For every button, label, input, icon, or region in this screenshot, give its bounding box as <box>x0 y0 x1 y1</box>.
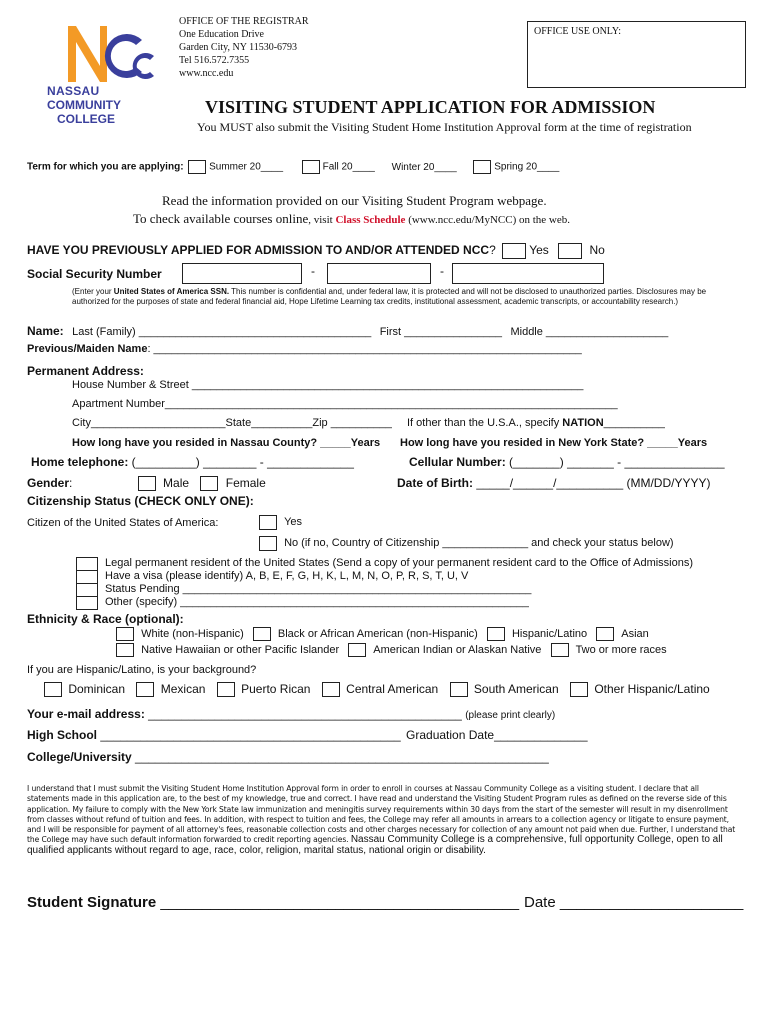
previous-name-field[interactable]: : ______________________________________________________________________ <box>147 343 582 355</box>
two-or-more-checkbox[interactable] <box>551 643 569 657</box>
ethnicity-row-2: Native Hawaiian or other Pacific Islander American Indian or Alaskan Native Two or more races <box>116 643 667 657</box>
college-row <box>27 750 549 764</box>
male-checkbox[interactable] <box>138 476 156 491</box>
signature-field[interactable]: ___________________________________________ <box>156 894 520 911</box>
city-state-zip-row: City______________________State__________Zip __________ If other than the U.S.A., specify NATION__________ <box>72 417 665 429</box>
dob-field[interactable]: _____/______/__________ (MM/DD/YYYY) <box>473 476 711 490</box>
lpr-checkbox[interactable] <box>76 557 98 571</box>
female-label: Female <box>225 476 266 490</box>
white-checkbox[interactable] <box>116 627 134 641</box>
home-phone-label: Home telephone: <box>31 455 129 469</box>
nys-residence[interactable]: How long have you resided in New York State? _____Years <box>400 437 708 449</box>
female-checkbox[interactable] <box>200 476 218 491</box>
nation-field[interactable]: __________ <box>603 417 665 429</box>
us-citizen-yes-checkbox[interactable] <box>259 515 277 530</box>
ssn-field-1[interactable] <box>182 263 302 284</box>
ssn-note: (Enter your United States of America SSN. This number is confidential and, under federal law, it is protected and will not be disclosed to unauthorized parties. Disclosures may be authorized for the purposes of state and federal financial aid, Hope Lifetime Learning tax credits, institutional assessment, academic transcripts, or accountability research.) <box>72 287 707 306</box>
home-phone-field[interactable]: (_________) ________ - _____________ <box>128 455 354 469</box>
male-label: Male <box>163 476 190 490</box>
previous-name-row <box>27 343 582 355</box>
previous-yes-checkbox[interactable] <box>502 243 526 259</box>
previous-no-checkbox[interactable] <box>558 243 582 259</box>
status-pending-checkbox[interactable] <box>76 583 98 597</box>
graduation-date-field[interactable]: Graduation Date______________ <box>406 728 588 742</box>
other-status-checkbox[interactable] <box>76 596 98 610</box>
college-field[interactable]: ______________________________________________________________ <box>131 750 549 764</box>
high-school-label: High School <box>27 728 97 742</box>
office-line-1: OFFICE OF THE REGISTRAR <box>179 16 309 27</box>
fall-label: Fall 20____ <box>322 161 375 173</box>
office-line-3: Garden City, NY 11530-6793 <box>179 42 298 53</box>
other-status-field[interactable]: Other (specify) _________________________________________________________ <box>105 596 529 608</box>
ssn-label: Social Security Number <box>27 267 162 281</box>
other-hispanic-checkbox[interactable] <box>570 682 588 697</box>
college-label: College/University <box>27 750 132 764</box>
previous-name-label: Previous/Maiden Name <box>27 343 148 355</box>
background-question: If you are Hispanic/Latino, is your background? <box>27 664 257 676</box>
us-citizen-label: Citizen of the United States of America: <box>27 517 219 529</box>
visa-label: Have a visa (please identify) A, B, E, F, G, H, K, L, M, N, O, P, R, S, T, U, V <box>105 570 469 582</box>
date-label: Date <box>524 894 556 911</box>
us-citizen-yes-row: Yes <box>259 515 302 530</box>
hispanic-checkbox[interactable] <box>487 627 505 641</box>
us-citizen-no-checkbox[interactable] <box>259 536 277 551</box>
puerto-rican-checkbox[interactable] <box>217 682 235 697</box>
statement-text: I understand that I must submit the Visiting Student Home Institution Approval form in order to enroll in courses at Nassau Community College as a visiting student. I declare that all statements made in this application are, to the best of my knowledge, true and correct. I have read and understand the Visiting Student Program rules as defined on the reverse side of this application. My failure to comply with the New York State law immunization and meningitis survey requirements within 30 days from the start of the semester will result in my disenrollment from classes without refund of tuition and fees. In addition, with respect to tuition and fees, the College may refer all amounts in arrears to a collection agency or litigate to ensure payment, and I will be responsible for payment of all attorney's fees, reasonable collection costs and other charges necessary for collection of any amount not paid when due. Further, I understand that the College may have such default information forwarded to credit reporting agencies. Nassau Community College is a comprehensive, full opportunity College, open to all qualified applicants without regard to age, race, color, religion, marital status, national origin or disability. <box>27 784 736 856</box>
ethnicity-label: Ethnicity & Race (optional): <box>27 612 184 626</box>
citizenship-label: Citizenship Status (CHECK ONLY ONE): <box>27 494 254 508</box>
email-field[interactable]: _______________________________________________ <box>144 707 462 721</box>
visa-checkbox[interactable] <box>76 570 98 584</box>
page-title: VISITING STUDENT APPLICATION FOR ADMISSION <box>205 97 656 117</box>
logo-word-nassau: NASSAU <box>47 84 100 98</box>
previous-no-label: No <box>589 243 605 258</box>
spring-label: Spring 20____ <box>494 161 560 173</box>
term-row: Term for which you are applying: Summer 20____ Fall 20____ Winter 20____ Spring 20____ <box>27 161 560 173</box>
class-schedule-link[interactable]: Class Schedule <box>335 214 406 226</box>
fall-checkbox[interactable] <box>302 160 320 174</box>
cell-phone-label: Cellular Number: <box>409 455 506 469</box>
office-use-box <box>527 21 746 88</box>
gender-label: Gender <box>27 476 70 490</box>
office-use-label: OFFICE USE ONLY: <box>534 26 621 37</box>
office-line-4: Tel 516.572.7355 <box>179 55 250 66</box>
name-label: Name: <box>27 324 64 338</box>
lpr-label: Legal permanent resident of the United States (Send a copy of your permanent resident card to the Office of Admissions) <box>105 557 694 569</box>
central-american-checkbox[interactable] <box>322 682 340 697</box>
name-row <box>27 322 668 340</box>
signature-label: Student Signature <box>27 894 157 911</box>
info-line-2: To check available courses online, visit Class Schedule (www.ncc.edu/MyNCC) on the web. <box>133 211 571 226</box>
ethnicity-row-1: White (non-Hispanic) Black or African American (non-Hispanic) Hispanic/Latino Asian <box>116 627 649 641</box>
nassau-residence[interactable]: How long have you resided in Nassau County? _____Years <box>72 437 381 449</box>
us-citizen-no-row: No (if no, Country of Citizenship ______________ and check your status below) <box>259 536 674 551</box>
previous-question: HAVE YOU PREVIOUSLY APPLIED FOR ADMISSION TO AND/OR ATTENDED NCC <box>27 243 490 258</box>
previous-row: HAVE YOU PREVIOUSLY APPLIED FOR ADMISSION TO AND/OR ATTENDED NCC? Yes No <box>27 243 605 258</box>
cell-phone-field[interactable]: (_______) _______ - _______________ <box>505 455 725 469</box>
ssn-field-3[interactable] <box>452 263 604 284</box>
summer-label: Summer 20____ <box>209 161 284 173</box>
background-row: Dominican Mexican Puerto Rican Central American South American Other Hispanic/Latino <box>44 682 710 697</box>
email-row <box>27 707 555 721</box>
asian-checkbox[interactable] <box>596 627 614 641</box>
high-school-row <box>27 728 588 742</box>
page-subtitle: You MUST also submit the Visiting Student Home Institution Approval form at the time of registration <box>197 120 692 134</box>
spring-checkbox[interactable] <box>473 160 491 174</box>
status-pending-field[interactable]: Status Pending _________________________________________________________ <box>105 583 532 595</box>
dob-row <box>397 476 711 490</box>
high-school-field[interactable]: _____________________________________________ <box>100 728 401 742</box>
date-row <box>524 894 743 911</box>
home-phone-row <box>31 455 354 469</box>
american-indian-checkbox[interactable] <box>348 643 366 657</box>
ssn-field-2[interactable] <box>327 263 431 284</box>
ncc-logo-mark <box>62 20 158 90</box>
black-checkbox[interactable] <box>253 627 271 641</box>
summer-checkbox[interactable] <box>188 160 206 174</box>
logo-word-community: COMMUNITY <box>47 98 121 112</box>
office-line-5: www.ncc.edu <box>179 68 234 79</box>
email-label: Your e-mail address: <box>27 707 145 721</box>
last-name-field[interactable]: Last (Family) ______________________________________ <box>72 326 372 338</box>
hawaiian-checkbox[interactable] <box>116 643 134 657</box>
south-american-checkbox[interactable] <box>450 682 468 697</box>
info-line-1: Read the information provided on our Visiting Student Program webpage. <box>162 193 547 208</box>
city-state-zip-field[interactable]: City______________________State__________Zip __________ <box>72 417 392 429</box>
date-field[interactable]: ______________________ <box>555 894 744 911</box>
middle-name-field[interactable]: Middle ____________________ <box>510 326 669 338</box>
equal-opportunity-text: Nassau Community College is a comprehensive, full opportunity College, open to all qualified applicants without regard to age, race, color, religion, marital status, national origin or disability. <box>27 834 723 856</box>
term-label: Term for which you are applying <box>27 161 181 173</box>
logo-word-college: COLLEGE <box>57 112 116 126</box>
office-line-2: One Education Drive <box>179 29 264 40</box>
email-note: (please print clearly) <box>465 710 556 721</box>
cell-phone-row <box>409 455 725 469</box>
street-field[interactable]: House Number & Street ________________________________________________________________ <box>72 379 584 391</box>
gender-row: Gender: Male Female <box>27 476 266 490</box>
dob-label: Date of Birth: <box>397 476 473 490</box>
signature-row <box>27 894 519 911</box>
mexican-checkbox[interactable] <box>136 682 154 697</box>
dominican-checkbox[interactable] <box>44 682 62 697</box>
winter-label: Winter 20____ <box>391 161 457 173</box>
apartment-field[interactable]: Apartment Number__________________________________________________________________________ <box>72 398 618 410</box>
address-label: Permanent Address: <box>27 364 144 378</box>
first-name-field[interactable]: First ________________ <box>379 326 503 338</box>
previous-yes-label: Yes <box>529 243 549 258</box>
